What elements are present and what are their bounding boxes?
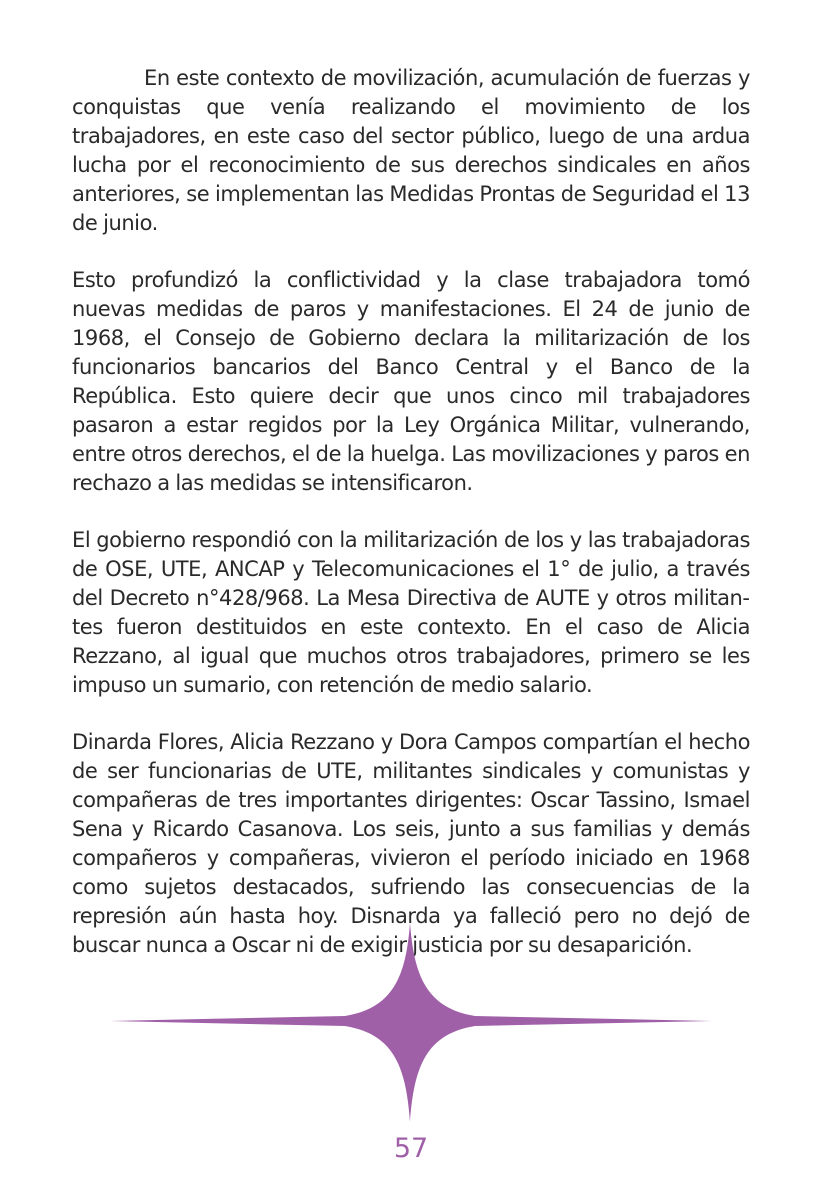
paragraph-4: Dinarda Flores, Alicia Rezzano y Dora Campos compartían el hecho de ser funcionarias de UTE, militantes sindicales y comunistas y compañeras de tres importantes dirigentes: Oscar Tassino, Ismael Sena y Ricardo Casanova. Los seis, junto a sus familias y demás compañeros y compañeras, vivieron el período iniciado en 1968 como sujetos destacados, sufriendo las consecuencias de la represión aún hasta hoy. Disnarda ya falleció pero no dejó de buscar nunca a Oscar ni de exigir justicia por su desaparición. [72,730,750,957]
page-number: 57 [393,1133,429,1164]
four-point-star-divider-icon [0,920,822,1125]
paragraph-3: El gobierno respondió con la militarización de los y las trabajadoras de OSE, UTE, ANCAP y Telecomunicaciones el 1° de julio, a través del Decreto n°428/968. La Mesa Directiva de AUTE y otros militantes fueron destituidos en este contexto. En el caso de Alicia Rezzano, al igual que muchos otros trabajadores, primero se les impuso un sumario, con retención de medio salario. [72,528,750,697]
star-divider-shape [110,923,712,1122]
page-body [72,64,750,988]
paragraph-2: Esto profundizó la conflictividad y la clase trabajadora tomó nuevas medidas de paros y manifestaciones. El 24 de junio de 1968, el Consejo de Gobierno declara la militarización de los funcionarios bancarios del Banco Central y el Banco de la República. Esto quiere decir que unos cinco mil trabajadores pasaron a estar regidos por la Ley Orgánica Militar, vulnerando, entre otros derechos, el de la huelga. Las movilizaciones y paros en rechazo a las medidas se intensificaron. [72,268,750,495]
paragraph-1: En este contexto de movilización, acumulación de fuerzas y conquistas que venía realizando el movimiento de los trabajadores, en este caso del sector público, luego de una ardua lucha por el reconocimiento de sus derechos sindicales en años anteriores, se implementan las Medidas Prontas de Seguridad el 13 de junio. [72,66,750,235]
